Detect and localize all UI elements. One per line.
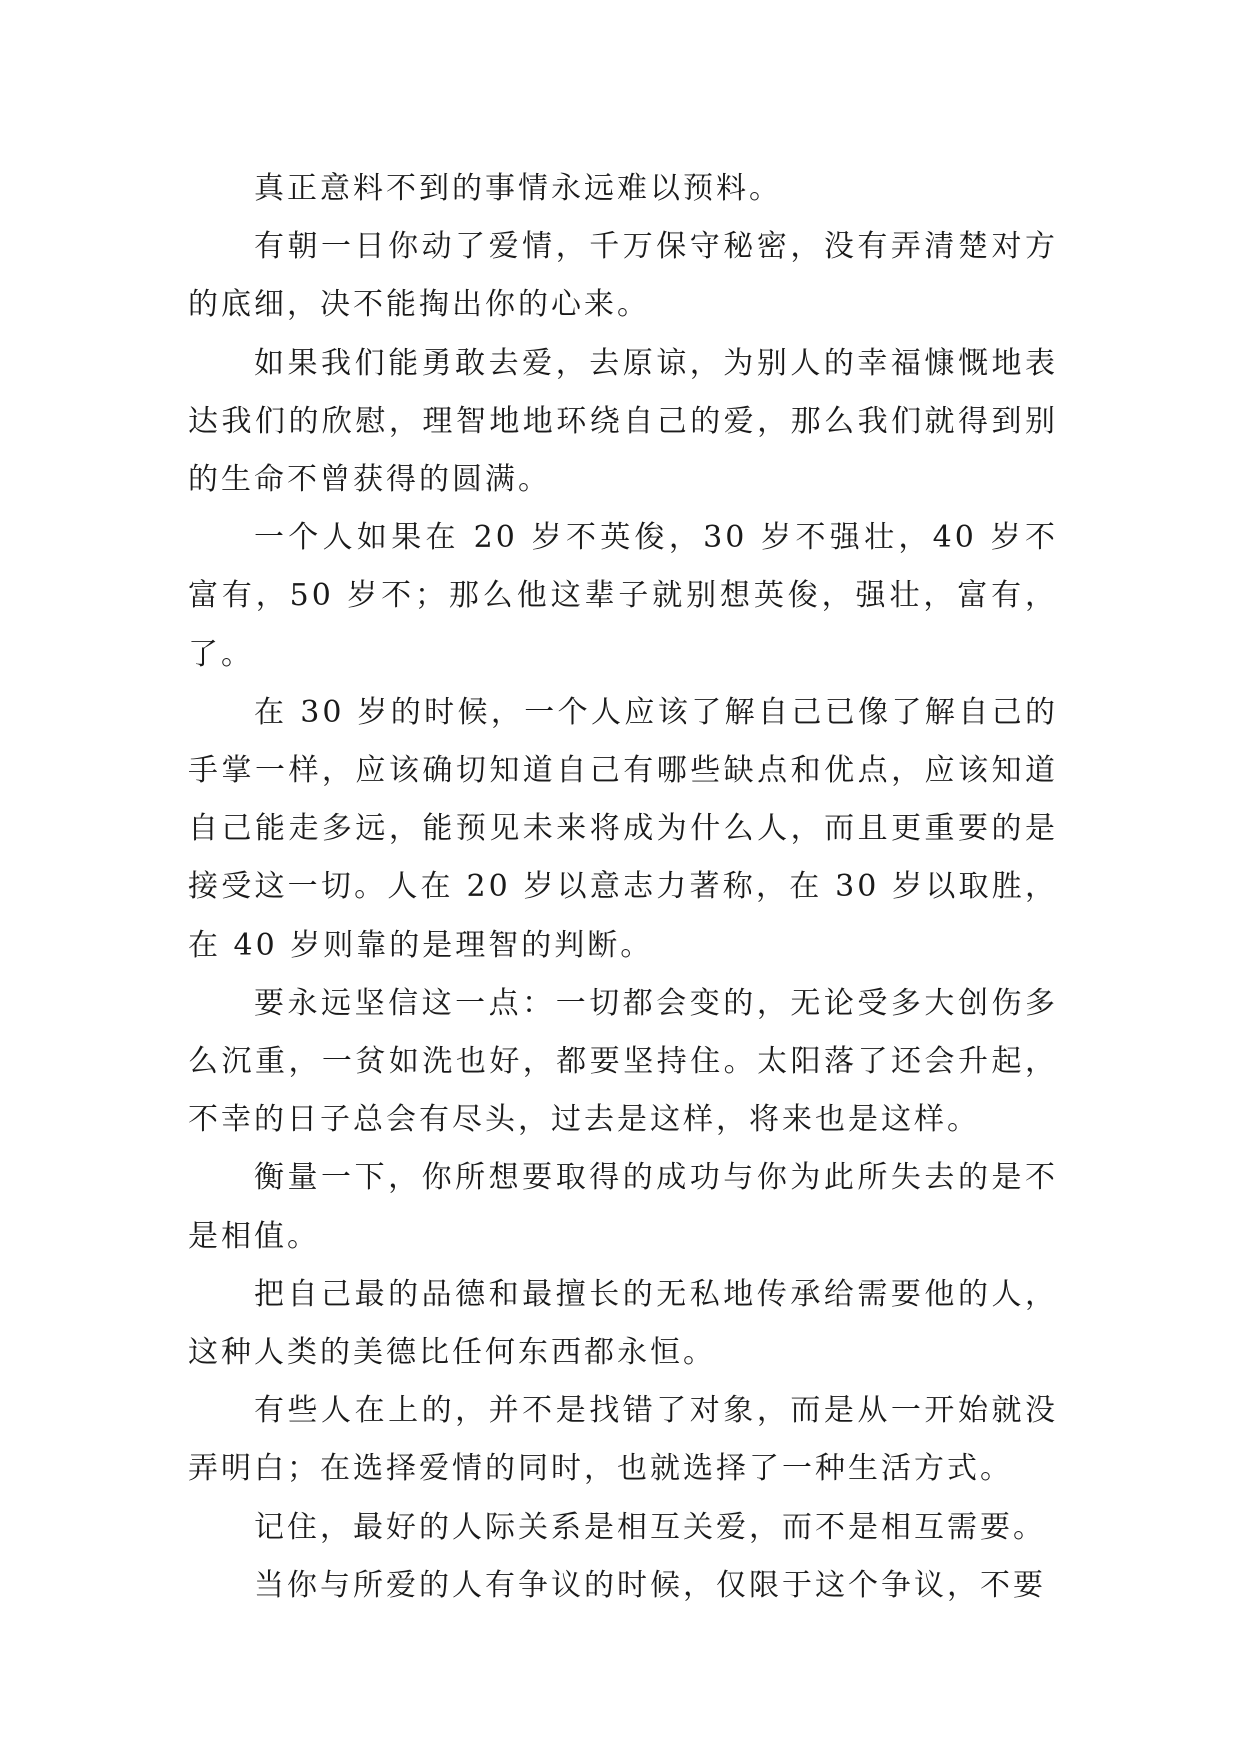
paragraph: 真正意料不到的事情永远难以预料。 (254, 171, 782, 206)
paragraph: 记住，最好的人际关系是相互关爱，而不是相互需要。 (254, 1509, 1046, 1545)
paragraph: 有些人在上的，并不是找错了对象，而是从一开始就没弄明白；在选择爱情的同时，也就选择了一种生活方式。 (188, 1393, 1058, 1487)
paragraph: 把自己最的品德和最擅长的无私地传承给需要他的人，这种人类的美德比任何东西都永恒。 (188, 1276, 1058, 1371)
paragraph: 在 30 岁的时候，一个人应该了解自己已像了解自己的手掌一样，应该确切知道自己有哪些缺点和优点，应该知道自己能走多远，能预见未来将成为什么人，而且更重要的是接受这一切。人在 20 岁以意志力著称，在 30 岁以取胜，在 40 岁则靠的是理智的判断。 (188, 694, 1058, 963)
paragraph: 一个人如果在 20 岁不英俊，30 岁不强壮，40 岁不富有，50 岁不；那么他这辈子就别想英俊，强壮，富有，了。 (188, 520, 1058, 672)
paragraph: 衡量一下，你所想要取得的成功与你为此所失去的是不是相值。 (188, 1160, 1058, 1254)
paragraph: 当你与所爱的人有争议的时候，仅限于这个争议，不要 (254, 1567, 1046, 1603)
document-body (188, 160, 1058, 1615)
paragraph: 要永远坚信这一点：一切都会变的，无论受多大创伤多么沉重，一贫如洗也好，都要坚持住。太阳落了还会升起，不幸的日子总会有尽头，过去是这样，将来也是这样。 (188, 985, 1058, 1138)
paragraph: 如果我们能勇敢去爱，去原谅，为别人的幸福慷慨地表达我们的欣慰，理智地地环绕自己的爱，那么我们就得到别的生命不曾获得的圆满。 (188, 345, 1058, 498)
paragraph: 有朝一日你动了爱情，千万保守秘密，没有弄清楚对方的底细，决不能掏出你的心来。 (188, 229, 1058, 323)
